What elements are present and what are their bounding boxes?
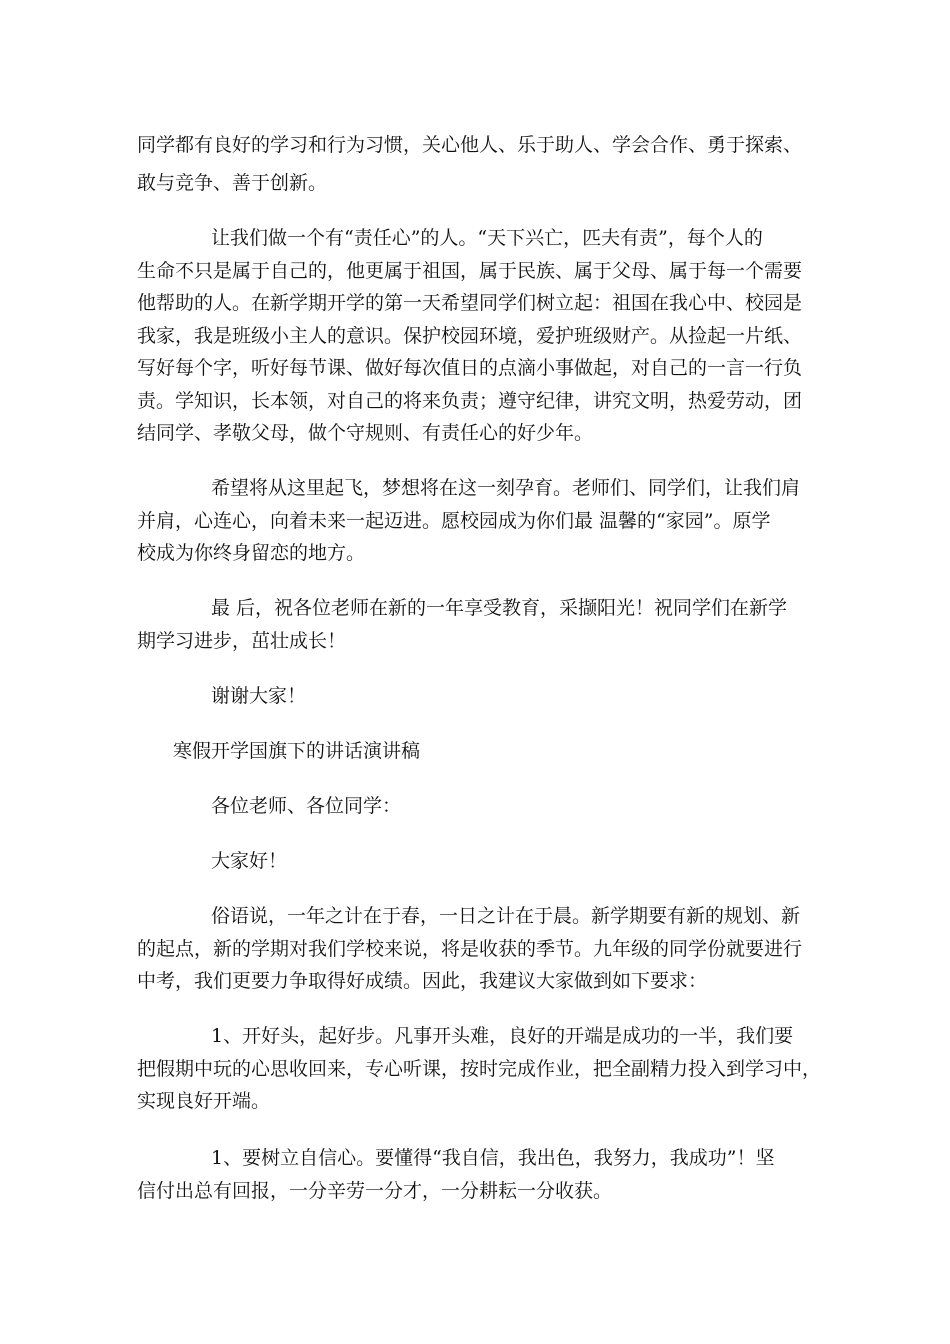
text-line: 他帮助的人。在新学期开学的第一天希望同学们树立起：祖国在我心中、校园是: [137, 292, 803, 314]
text-line: 大家好！: [211, 850, 288, 872]
text-line: 校成为你终身留恋的地方。: [137, 542, 366, 564]
text-line: 我家，我是班级小主人的意识。保护校园环境，爱护班级财产。从捡起一片纸、: [137, 325, 803, 347]
text-line: 责。学知识，长本领，对自己的将来负责；遵守纪律，讲究文明，热爱劳动，团: [137, 390, 803, 412]
text-line: 希望将从这里起飞，梦想将在这一刻孕育。老师们、同学们，让我们肩: [211, 477, 801, 499]
text-line: 1、开好头，起好步。凡事开头难，良好的开端是成功的一半，我们要: [211, 1025, 794, 1047]
section-title: 寒假开学国旗下的讲话演讲稿: [173, 740, 421, 762]
text-line: 把假期中玩的心思收回来，专心听课，按时完成作业，把全副精力投入到学习中，: [137, 1058, 822, 1080]
text-line: 最 后，祝各位老师在新的一年享受教育，采撷阳光！祝同学们在新学: [211, 597, 788, 619]
text-line: 期学习进步，茁壮成长！: [137, 630, 347, 652]
text-line: 的起点，新的学期对我们学校来说，将是收获的季节。九年级的同学份就要进行: [137, 938, 803, 960]
text-line: 敢与竞争、善于创新。: [137, 172, 328, 194]
text-line: 结同学、孝敬父母，做个守规则、有责任心的好少年。: [137, 422, 594, 444]
text-line: 实现良好开端。: [137, 1090, 271, 1112]
text-line: 谢谢大家！: [211, 685, 307, 707]
text-line: 生命不只是属于自己的，他更属于祖国，属于民族、属于父母、属于每一个需要: [137, 260, 803, 282]
text-line: 信付出总有回报，一分辛劳一分才，一分耕耘一分收获。: [137, 1180, 613, 1202]
text-line: 俗语说，一年之计在于春，一日之计在于晨。新学期要有新的规划、新: [211, 905, 801, 927]
text-line: 让我们做一个有“责任心”的人。“天下兴亡，匹夫有责”，每个人的: [211, 227, 763, 249]
text-line: 1、要树立自信心。要懂得“我自信，我出色，我努力，我成功”！坚: [211, 1147, 775, 1169]
text-line: 写好每个字，听好每节课、做好每次值日的点滴小事做起，对自己的一言一行负: [137, 357, 803, 379]
text-line: 各位老师、各位同学：: [211, 795, 402, 817]
text-line: 中考，我们更要力争取得好成绩。因此，我建议大家做到如下要求：: [137, 970, 708, 992]
text-line: 同学都有良好的学习和行为习惯，关心他人、乐于助人、学会合作、勇于探索、: [137, 134, 803, 156]
text-line: 并肩，心连心，向着未来一起迈进。愿校园成为你们最 温馨的“家园”。原学: [137, 510, 771, 532]
